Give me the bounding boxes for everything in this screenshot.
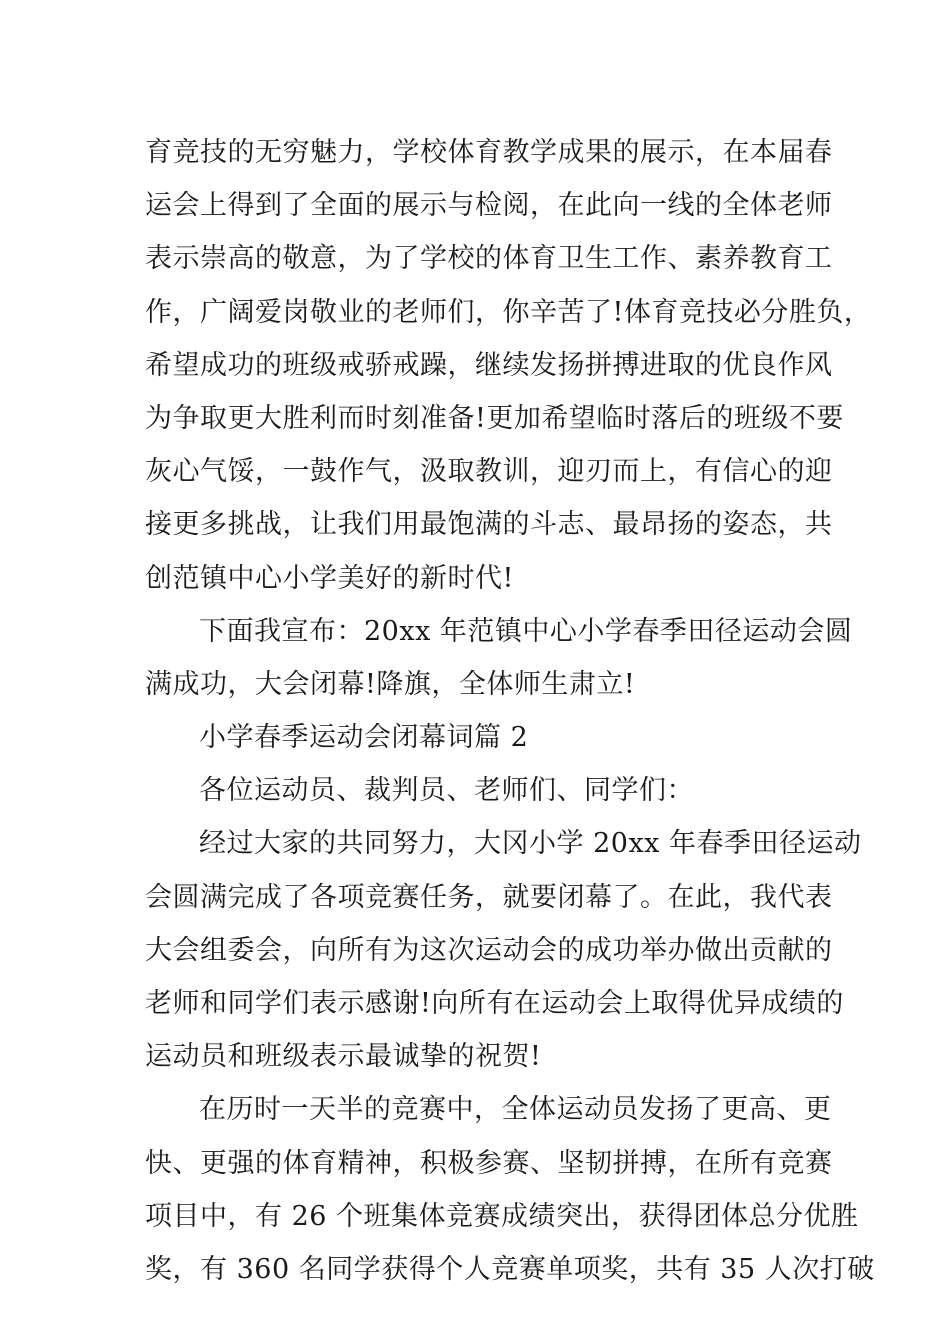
text-line: 为争取更大胜利而时刻准备!更加希望临时落后的班级不要 — [145, 402, 844, 434]
text-line: 老师和同学们表示感谢!向所有在运动会上取得优异成绩的 — [145, 988, 844, 1019]
text-line: 在历时一天半的竞赛中，全体运动员发扬了更高、更 — [199, 1094, 832, 1126]
text-line: 接更多挑战，让我们用最饱满的斗志、最昂扬的姿态，共 — [145, 509, 833, 541]
text-line: 下面我宣布：20xx 年范镇中心小学春季田径运动会圆 — [199, 615, 853, 647]
text-line: 作，广阔爱岗敬业的老师们，你辛苦了!体育竞技必分胜负， — [145, 296, 872, 328]
text-line: 小学春季运动会闭幕词篇 2 — [199, 722, 529, 754]
text-line: 灰心气馁，一鼓作气，汲取教训，迎刃而上，有信心的迎 — [145, 456, 833, 488]
document-body — [145, 126, 875, 1296]
text-line: 表示崇高的敬意，为了学校的体育卫生工作、素养教育工 — [145, 243, 833, 275]
text-line: 项目中，有 26 个班集体竞赛成绩突出，获得团体总分优胜 — [145, 1200, 859, 1232]
text-line: 希望成功的班级戒骄戒躁，继续发扬拼搏进取的优良作风 — [145, 349, 833, 381]
text-line: 大会组委会，向所有为这次运动会的成功举办做出贡献的 — [145, 934, 833, 966]
text-line: 创范镇中心小学美好的新时代! — [145, 562, 514, 594]
text-line: 快、更强的体育精神，积极参赛、坚韧拼搏，在所有竞赛 — [145, 1147, 833, 1179]
text-line: 各位运动员、裁判员、老师们、同学们： — [199, 775, 694, 807]
text-line: 运会上得到了全面的展示与检阅，在此向一线的全体老师 — [145, 190, 833, 222]
text-line: 奖，有 360 名同学获得个人竞赛单项奖，共有 35 人次打破 — [145, 1253, 875, 1285]
text-line: 会圆满完成了各项竞赛任务，就要闭幕了。在此，我代表 — [145, 881, 833, 913]
text-line: 运动员和班级表示最诚挚的祝贺! — [145, 1041, 542, 1073]
text-line: 经过大家的共同努力，大冈小学 20xx 年春季田径运动 — [199, 828, 862, 860]
text-line: 育竞技的无穷魅力，学校体育教学成果的展示，在本届春 — [145, 137, 833, 168]
text-line: 满成功，大会闭幕!降旗，全体师生肃立! — [145, 668, 636, 700]
